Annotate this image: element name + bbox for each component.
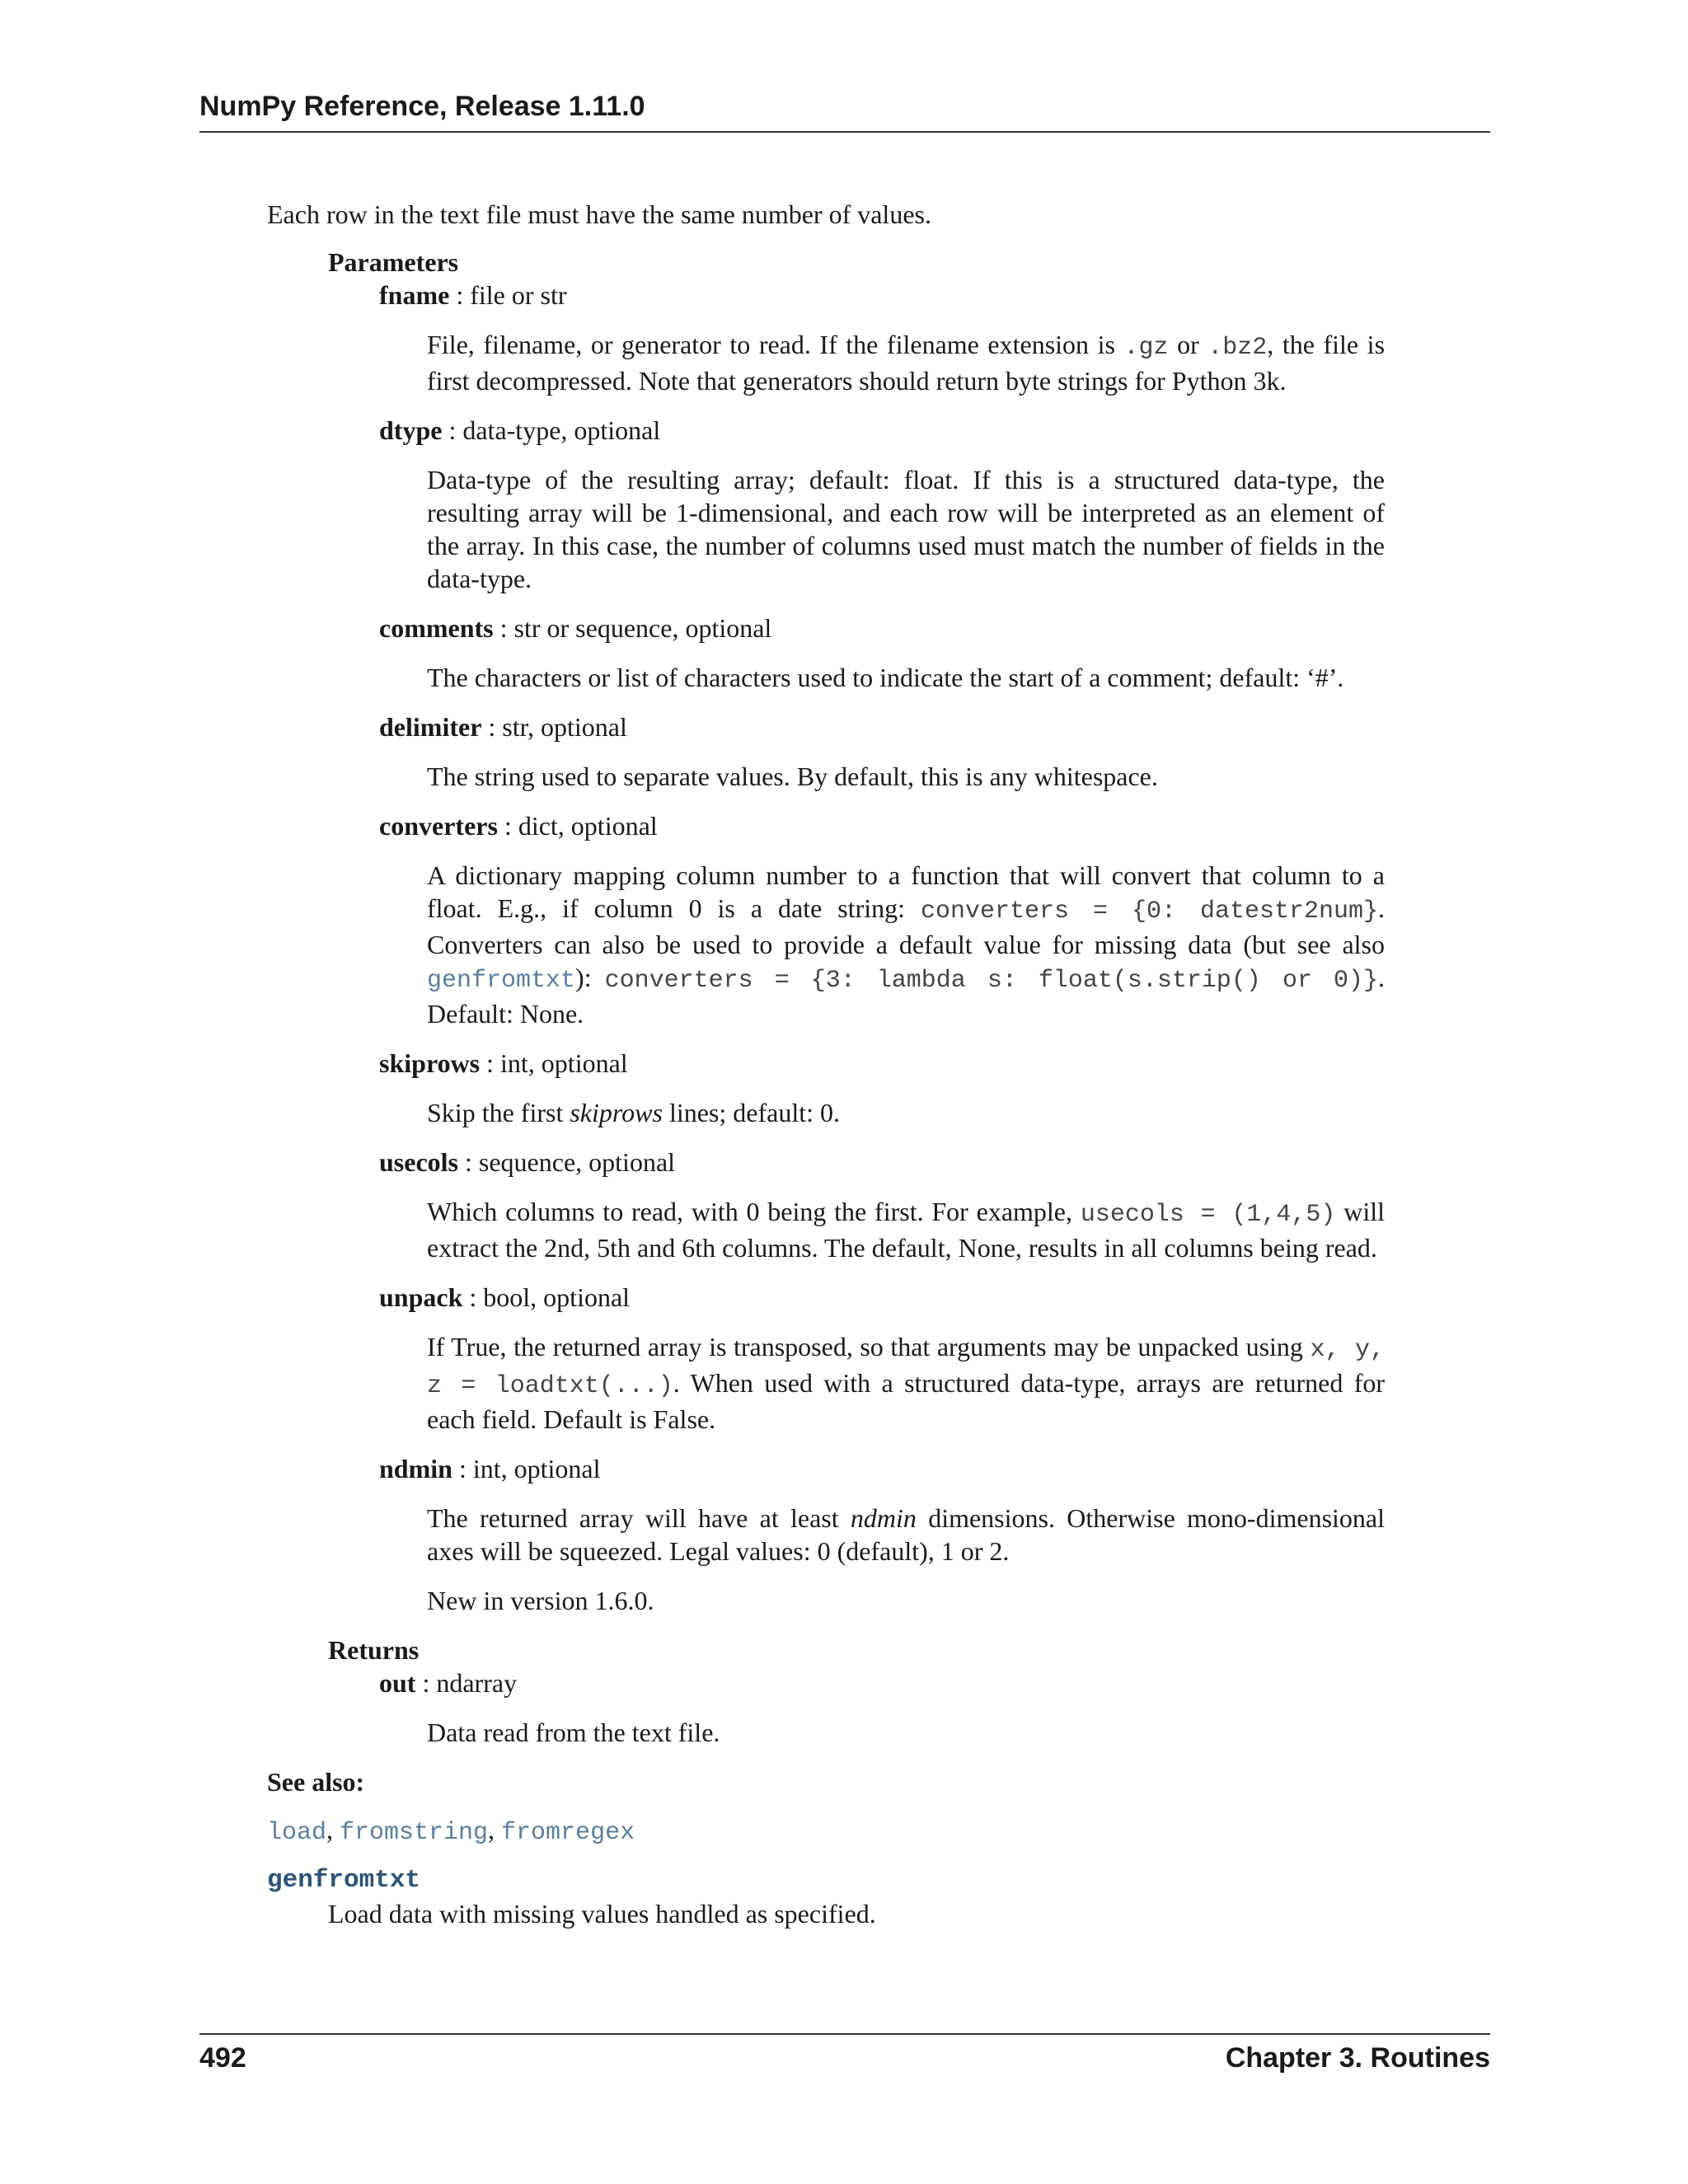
text-segment: . Converters can also be used to provide a default value for missing data (but see also (427, 893, 1385, 959)
param-fname-desc (427, 328, 1385, 397)
param-fname (379, 279, 1385, 312)
text-segment: File, filename, or generator to read. If the filename extension is (427, 330, 1124, 359)
param-ndmin-desc (427, 1502, 1385, 1617)
running-header: NumPy Reference, Release 1.11.0 (199, 91, 645, 122)
param-type: : data-type, optional (442, 415, 661, 445)
inline-code: .bz2 (1207, 334, 1268, 362)
param-type: : str, optional (481, 712, 627, 742)
footer-rule (199, 2033, 1490, 2035)
param-name: ndmin (379, 1454, 452, 1483)
text-segment: The string used to separate values. By default, this is any whitespace. (427, 762, 1158, 791)
param-name: usecols (379, 1147, 458, 1177)
chapter-title: Chapter 3. Routines (1225, 2042, 1490, 2074)
param-name: out (379, 1668, 416, 1698)
param-type: : bool, optional (462, 1282, 631, 1312)
param-unpack-desc (427, 1330, 1385, 1436)
param-type: : dict, optional (497, 811, 658, 841)
param-delimiter-desc (427, 760, 1385, 793)
link-fromstring[interactable]: fromstring (340, 1819, 489, 1847)
param-type: : int, optional (452, 1454, 601, 1483)
param-name: skiprows (379, 1048, 481, 1078)
param-type: : sequence, optional (458, 1147, 676, 1177)
param-unpack (379, 1281, 1385, 1314)
param-delimiter (379, 710, 1385, 743)
param-converters (379, 809, 1385, 842)
text-segment: . When used with a structured data-type, arrays are returned for each field. Default is False. (427, 1368, 1385, 1434)
param-converters-desc (427, 859, 1385, 1030)
text-segment: The characters or list of characters used to indicate the start of a comment; default: ‘#’. (427, 663, 1344, 692)
document-body (267, 198, 1385, 1930)
text-segment: dimensions. Otherwise mono-dimensional axes will be squeezed. Legal values: 0 (default), 1 or 2. (427, 1503, 1386, 1566)
genfromtxt-link[interactable]: genfromtxt (427, 967, 576, 995)
inline-code: .gz (1123, 334, 1169, 362)
text-segment: ): (575, 963, 605, 992)
intro-paragraph: Each row in the text file must have the same number of values. (267, 199, 931, 229)
emphasis: ndmin (850, 1503, 917, 1533)
text-segment: Data read from the text file. (427, 1718, 720, 1747)
param-name: comments (379, 613, 494, 643)
text-segment: will extract the 2nd, 5th and 6th columns. The default, None, results in all columns being read. (427, 1197, 1386, 1263)
returns-heading: Returns (328, 1635, 420, 1665)
version-note: New in version 1.6.0. (427, 1586, 654, 1615)
see-also-links (267, 1813, 1385, 1849)
param-type: : ndarray (415, 1668, 518, 1698)
text-segment: or (1168, 330, 1208, 359)
text-segment: , the file is first decompressed. Note that generators should return byte strings for Python 3k. (427, 330, 1386, 396)
link-load[interactable]: load (267, 1819, 327, 1847)
param-type: : str or sequence, optional (493, 613, 772, 643)
param-type: : int, optional (480, 1048, 628, 1078)
return-out-desc (427, 1716, 1385, 1749)
param-name: converters (379, 811, 498, 841)
header-rule (199, 131, 1490, 133)
text-segment: A dictionary mapping column number to a function that will convert that column to a float. E.g., if column 0 is a date string: (427, 860, 1385, 923)
text-segment: Which columns to read, with 0 being the first. For example, (427, 1197, 1081, 1226)
text-segment: If True, the returned array is transposed, so that arguments may be unpacked using (427, 1332, 1311, 1361)
return-out (379, 1666, 1385, 1699)
param-skiprows-desc (427, 1096, 1385, 1129)
link-fromregex[interactable]: fromregex (501, 1819, 635, 1847)
param-skiprows (379, 1047, 1385, 1080)
param-dtype (379, 414, 1385, 447)
see-also-heading: See also: (267, 1767, 365, 1797)
text-segment: Data-type of the resulting array; default: float. If this is a structured data-type, the resulting array will be 1-dimensional, and each row will be interpreted as an element of the array. In this case, the number of columns used must match the number of fields in the data-type. (427, 465, 1385, 593)
param-ndmin (379, 1452, 1385, 1485)
param-usecols (379, 1146, 1385, 1179)
text-segment: Skip the first (427, 1098, 570, 1127)
inline-code: x, y, z = loadtxt(...) (427, 1336, 1386, 1400)
param-name: unpack (379, 1282, 463, 1312)
inline-code: usecols = (1,4,5) (1080, 1201, 1336, 1229)
param-name: fname (379, 280, 450, 310)
param-name: delimiter (379, 712, 482, 742)
param-type: : file or str (449, 280, 567, 310)
emphasis: skiprows (570, 1098, 663, 1127)
text-segment: lines; default: 0. (662, 1098, 840, 1127)
param-comments (379, 612, 1385, 644)
parameters-heading: Parameters (328, 247, 459, 277)
separator: , (488, 1815, 502, 1844)
separator: , (326, 1815, 340, 1844)
inline-code: converters = {0: datestr2num} (921, 898, 1378, 926)
inline-code: converters = {3: lambda s: float(s.strip() or 0)} (604, 967, 1379, 995)
param-name: dtype (379, 415, 443, 445)
text-segment: The returned array will have at least (427, 1503, 851, 1533)
link-genfromtxt-term[interactable]: genfromtxt (267, 1866, 421, 1895)
text-segment: . Default: None. (427, 963, 1386, 1029)
param-dtype-desc (427, 463, 1385, 595)
page-number: 492 (199, 2042, 246, 2074)
param-usecols-desc (427, 1195, 1385, 1264)
param-comments-desc (427, 661, 1385, 694)
see-also-term-desc: Load data with missing values handled as specified. (328, 1899, 876, 1929)
